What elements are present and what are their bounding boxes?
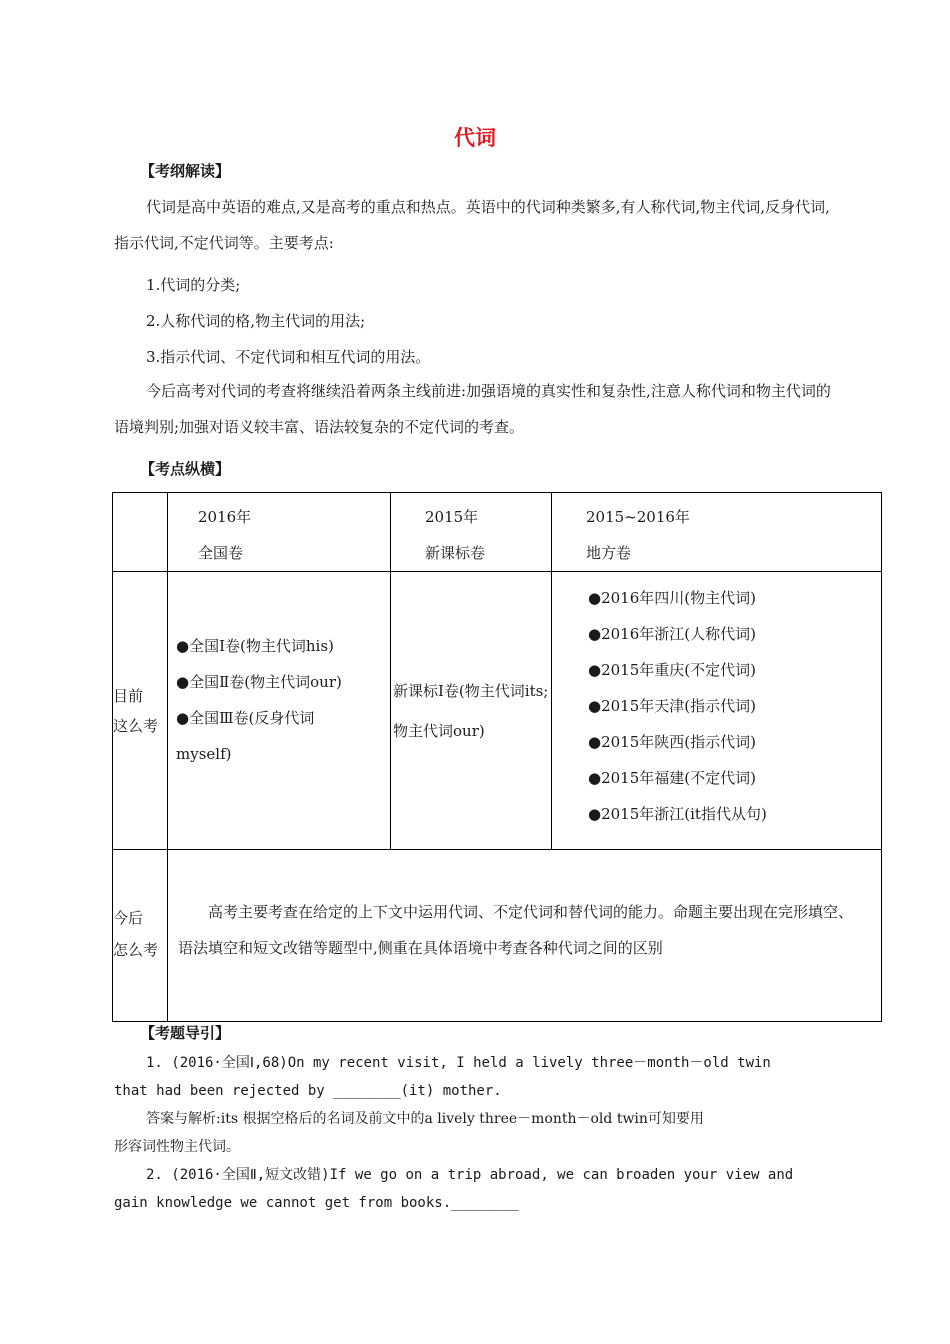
list-item: ● 全国Ⅱ卷(物主代词our) (176, 664, 390, 700)
table-header-cell: 2016年 全国卷 (168, 493, 391, 572)
question-2-line: gain knowledge we cannot get from books.________ (114, 1195, 519, 1211)
list-item: ● 2015年天津(指示代词) (588, 688, 881, 724)
list-item-continued: myself) (176, 745, 232, 763)
table-header-row (113, 493, 882, 572)
new-curriculum-cell: 新课标Ⅰ卷(物主代词its;物主代词our) (391, 572, 552, 850)
section-heading-questions: 【考题导引】 (140, 1024, 231, 1042)
list-item: ● 2016年浙江(人称代词) (588, 616, 881, 652)
syllabus-intro: 代词是高中英语的难点,又是高考的重点和热点。英语中的代词种类繁多,有人称代词,物主代词,反身代词,指示代词,不定代词等。主要考点: (114, 198, 830, 252)
list-item: ● 2015年福建(不定代词) (588, 760, 881, 796)
section-heading-overview: 【考点纵横】 (140, 460, 231, 478)
row-label-cell: 目前 这么考 (113, 572, 168, 850)
list-item: ● 2015年浙江(it指代从句) (588, 796, 881, 832)
future-exam-cell: 高考主要考查在给定的上下文中运用代词、不定代词和替代词的能力。命题主要出现在完形填空、语法填空和短文改错等题型中,侧重在具体语境中考查各种代词之间的区别 (168, 850, 882, 1022)
syllabus-item: 3.指示代词、不定代词和相互代词的用法。 (146, 348, 431, 366)
list-item: ● 全国Ⅰ卷(物主代词his) (176, 628, 390, 664)
table-header-cell: 2015~2016年 地方卷 (552, 493, 882, 572)
answer-1-line: 答案与解析:its 根据空格后的名词及前文中的a lively three－month－old twin可知要用 (146, 1111, 704, 1127)
answer-1-line: 形容词性物主代词。 (114, 1139, 240, 1155)
list-item: ● 全国Ⅲ卷(反身代词 (176, 700, 390, 736)
table-corner-cell (113, 493, 168, 572)
syllabus-item: 2.人称代词的格,物主代词的用法; (146, 312, 366, 330)
question-1-line: 1. (2016·全国Ⅰ,68)On my recent visit, I held a lively three－month－old twin (146, 1055, 771, 1071)
section-heading-syllabus: 【考纲解读】 (140, 162, 231, 180)
exam-overview-table (112, 492, 882, 1022)
local-paper-cell (552, 572, 882, 850)
table-row-future (113, 850, 882, 1022)
list-item: ● 2016年四川(物主代词) (588, 580, 881, 616)
national-paper-cell (168, 572, 391, 850)
row-label-cell: 今后 怎么考 (113, 850, 168, 1022)
page-title: 代词 (454, 126, 496, 150)
question-2-line: 2. (2016·全国Ⅱ,短文改错)If we go on a trip abroad, we can broaden your view and (146, 1167, 794, 1183)
syllabus-outlook: 今后高考对代词的考查将继续沿着两条主线前进:加强语境的真实性和复杂性,注意人称代词和物主代词的语境判别;加强对语义较丰富、语法较复杂的不定代词的考查。 (114, 382, 831, 436)
table-row-current (113, 572, 882, 850)
list-item: ● 2015年陕西(指示代词) (588, 724, 881, 760)
question-1-line: that had been rejected by ________(it) mother. (114, 1083, 502, 1099)
syllabus-item: 1.代词的分类; (146, 276, 241, 294)
table-header-cell: 2015年 新课标卷 (391, 493, 552, 572)
list-item: ● 2015年重庆(不定代词) (588, 652, 881, 688)
